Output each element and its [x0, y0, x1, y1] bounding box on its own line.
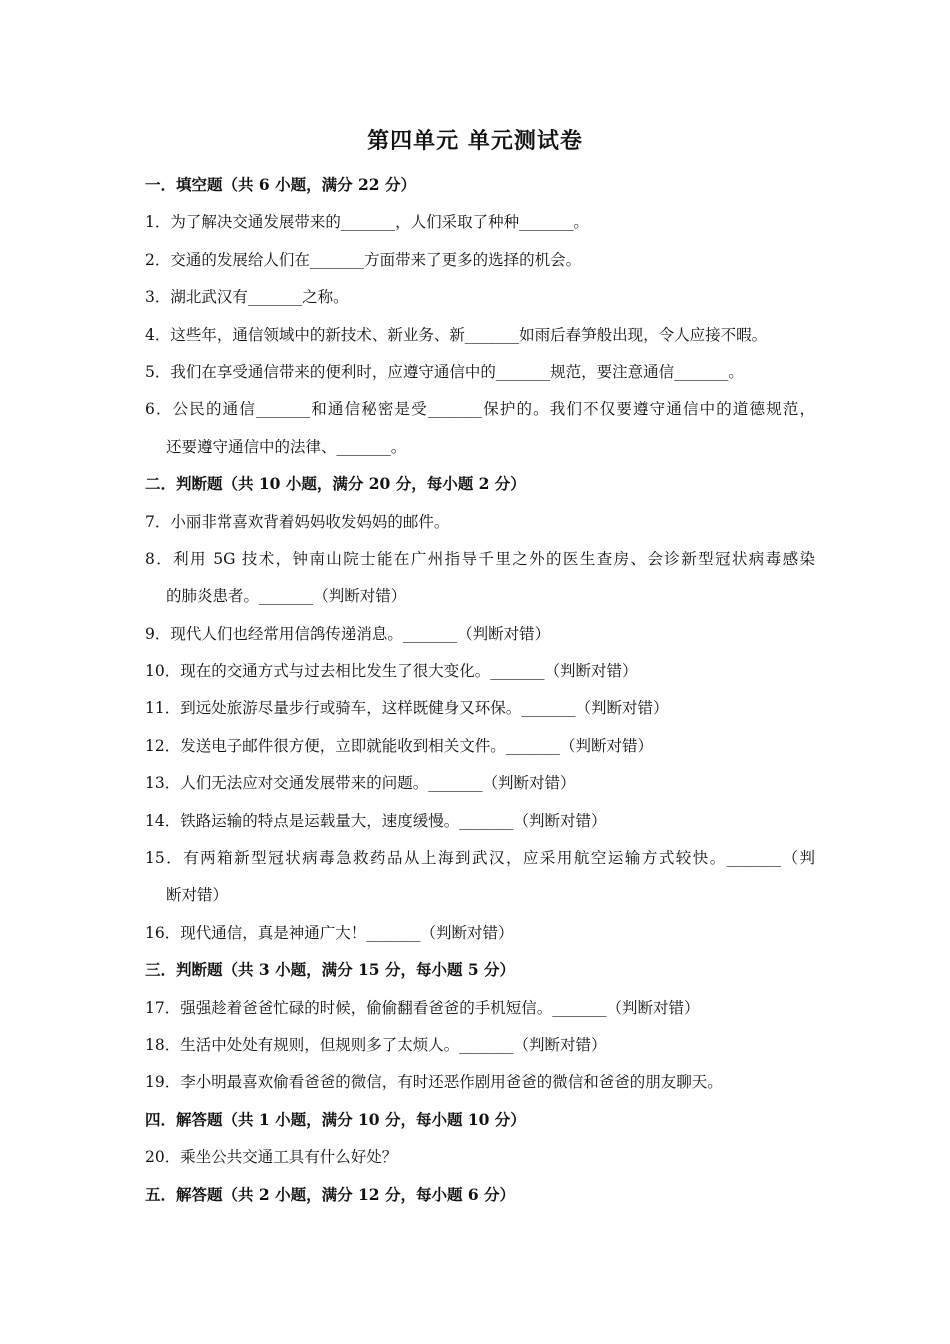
question-line: 16．现代通信，真是神通广大！_______（判断对错） [145, 923, 514, 942]
question-line: 6．公民的通信_______和通信秘密是受_______保护的。我们不仅要遵守通信中的道德规范， [145, 400, 815, 419]
section-heading: 三．判断题（共 3 小题，满分 15 分，每小题 5 分） [145, 960, 516, 980]
section-heading: 四．解答题（共 1 小题，满分 10 分，每小题 10 分） [145, 1109, 526, 1129]
question-line: 19．李小明最喜欢偷看爸爸的微信，有时还恶作剧用爸爸的微信和爸爸的朋友聊天。 [145, 1073, 723, 1092]
question-line: 12．发送电子邮件很方便，立即就能收到相关文件。_______（判断对错） [145, 736, 653, 755]
section-heading: 一．填空题（共 6 小题，满分 22 分） [145, 175, 416, 194]
question-continuation: 的肺炎患者。_______（判断对错） [166, 587, 407, 606]
question-line: 11．到远处旅游尽量步行或骑车，这样既健身又环保。_______（判断对错） [145, 699, 669, 718]
exam-content [145, 172, 815, 1219]
question-line: 8．利用 5G 技术，钟南山院士能在广州指导千里之外的医生查房、会诊新型冠状病毒感染 [145, 549, 815, 568]
question-line: 17．强强趁着爸爸忙碌的时候，偷偷翻看爸爸的手机短信。_______（判断对错） [145, 998, 700, 1017]
question-line: 7．小丽非常喜欢背着妈妈收发妈妈的邮件。 [145, 512, 450, 531]
section-heading: 二．判断题（共 10 小题，满分 20 分，每小题 2 分） [145, 474, 526, 494]
question-line: 13．人们无法应对交通发展带来的问题。_______（判断对错） [145, 774, 576, 793]
question-line: 5．我们在享受通信带来的便利时，应遵守通信中的_______规范，要注意通信_______。 [145, 362, 744, 381]
question-line: 3．湖北武汉有_______之称。 [145, 288, 349, 307]
question-continuation: 断对错） [166, 886, 229, 905]
question-line: 2．交通的发展给人们在_______方面带来了更多的选择的机会。 [145, 250, 582, 269]
question-line: 15．有两箱新型冠状病毒急救药品从上海到武汉，应采用航空运输方式较快。_______（判 [145, 849, 815, 868]
page-title: 第四单元 单元测试卷 [367, 128, 583, 154]
question-line: 4．这些年，通信领域中的新技术、新业务、新_______如雨后春笋般出现，令人应接不暇。 [145, 325, 768, 344]
question-line: 20．乘坐公共交通工具有什么好处？ [145, 1148, 398, 1167]
section-heading: 五．解答题（共 2 小题，满分 12 分，每小题 6 分） [145, 1184, 516, 1204]
question-line: 10．现在的交通方式与过去相比发生了很大变化。_______（判断对错） [145, 662, 638, 681]
question-line: 18．生活中处处有规则，但规则多了太烦人。_______（判断对错） [145, 1035, 607, 1054]
question-continuation: 还要遵守通信中的法律、_______。 [166, 437, 407, 456]
question-line: 1．为了解决交通发展带来的_______，人们采取了种种_______。 [145, 213, 589, 232]
question-line: 9．现代人们也经常用信鸽传递消息。_______（判断对错） [145, 624, 551, 643]
question-line: 14．铁路运输的特点是运载量大，速度缓慢。_______（判断对错） [145, 811, 607, 830]
